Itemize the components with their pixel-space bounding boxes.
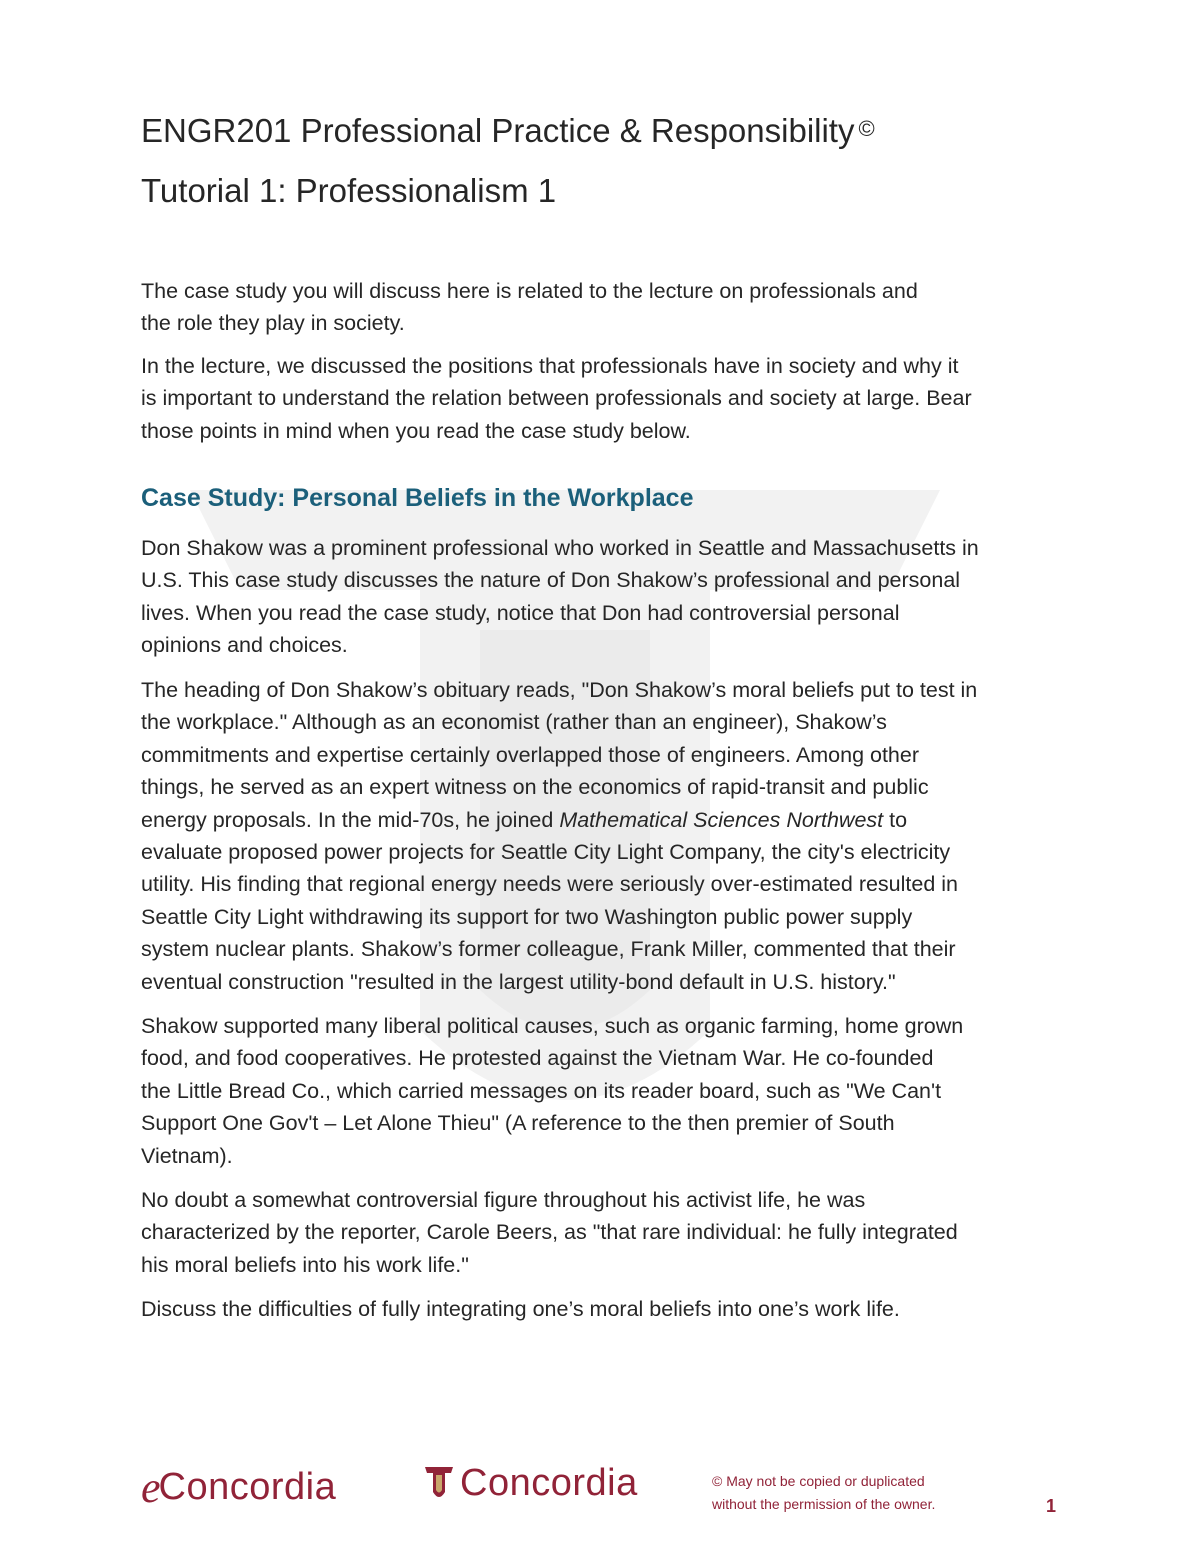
econcordia-logo xyxy=(141,1462,336,1513)
tutorial-title: Tutorial 1: Professionalism 1 xyxy=(141,172,557,209)
organization-name: Mathematical Sciences Northwest xyxy=(559,807,884,832)
discussion-question: Discuss the difficulties of fully integrating one’s moral beliefs into one’s work life. xyxy=(141,1297,900,1321)
econcordia-logo-e: e xyxy=(141,1463,161,1512)
copyright-symbol: © xyxy=(858,116,875,141)
concordia-logo-text: Concordia xyxy=(460,1462,638,1504)
case-study-heading: Case Study: Personal Beliefs in the Workplace xyxy=(141,484,694,512)
case-study-paragraph-3: Shakow supported many liberal political causes, such as organic farming, home grown food, and food cooperatives. He protested against the Vietnam War. He co-founded the Little Bread Co., which carried messages on its reader board, such as "We Can't Support One Gov't – Let Alone Thieu" (A reference to the then premier of South Vietnam). xyxy=(141,1014,964,1168)
concordia-shield-icon xyxy=(424,1464,454,1504)
page-number: 1 xyxy=(1046,1496,1057,1516)
course-title: ENGR201 Professional Practice & Responsibility © xyxy=(141,112,875,149)
copyright-notice: © May not be copied or duplicated without the permission of the owner. xyxy=(712,1473,936,1512)
concordia-logo xyxy=(424,1462,638,1505)
intro-paragraph-2: In the lecture, we discussed the positions that professionals have in society and why it is important to understand the relation between professionals and society at large. Bear those points in mind when you read the case study below. xyxy=(141,354,972,443)
intro-paragraph-1: The case study you will discuss here is related to the lecture on professionals and the role they play in society. xyxy=(141,279,918,336)
case-study-paragraph-1: Don Shakow was a prominent professional who worked in Seattle and Massachusetts in U.S. This case study discusses the nature of Don Shakow’s professional and personal lives. When you read the case study, notice that Don had controversial personal opinions and choices. xyxy=(141,536,979,658)
econcordia-logo-text: Concordia xyxy=(158,1466,337,1508)
case-study-paragraph-2: The heading of Don Shakow’s obituary reads, "Don Shakow’s moral beliefs put to test in the workplace." Although as an economist (rather than an engineer), Shakow’s commitments and expertise certainly overlapped those of engineers. Among other things, he served as an expert witness on the economics of rapid-transit and public energy proposals. In the mid-70s, he joined Mathematical Sciences Northwest to evaluate proposed power projects for Seattle City Light Company, the city's electricity utility. His finding that regional energy needs were seriously over-estimated resulted in Seattle City Light withdrawing its support for two Washington public power supply system nuclear plants. Shakow’s former colleague, Frank Miller, commented that their eventual construction "resulted in the largest utility-bond default in U.S. history." xyxy=(141,678,978,994)
case-study-paragraph-4: No doubt a somewhat controversial figure throughout his activist life, he was characterized by the reporter, Carole Beers, as "that rare individual: he fully integrated his moral beliefs into his work life." xyxy=(141,1188,958,1277)
